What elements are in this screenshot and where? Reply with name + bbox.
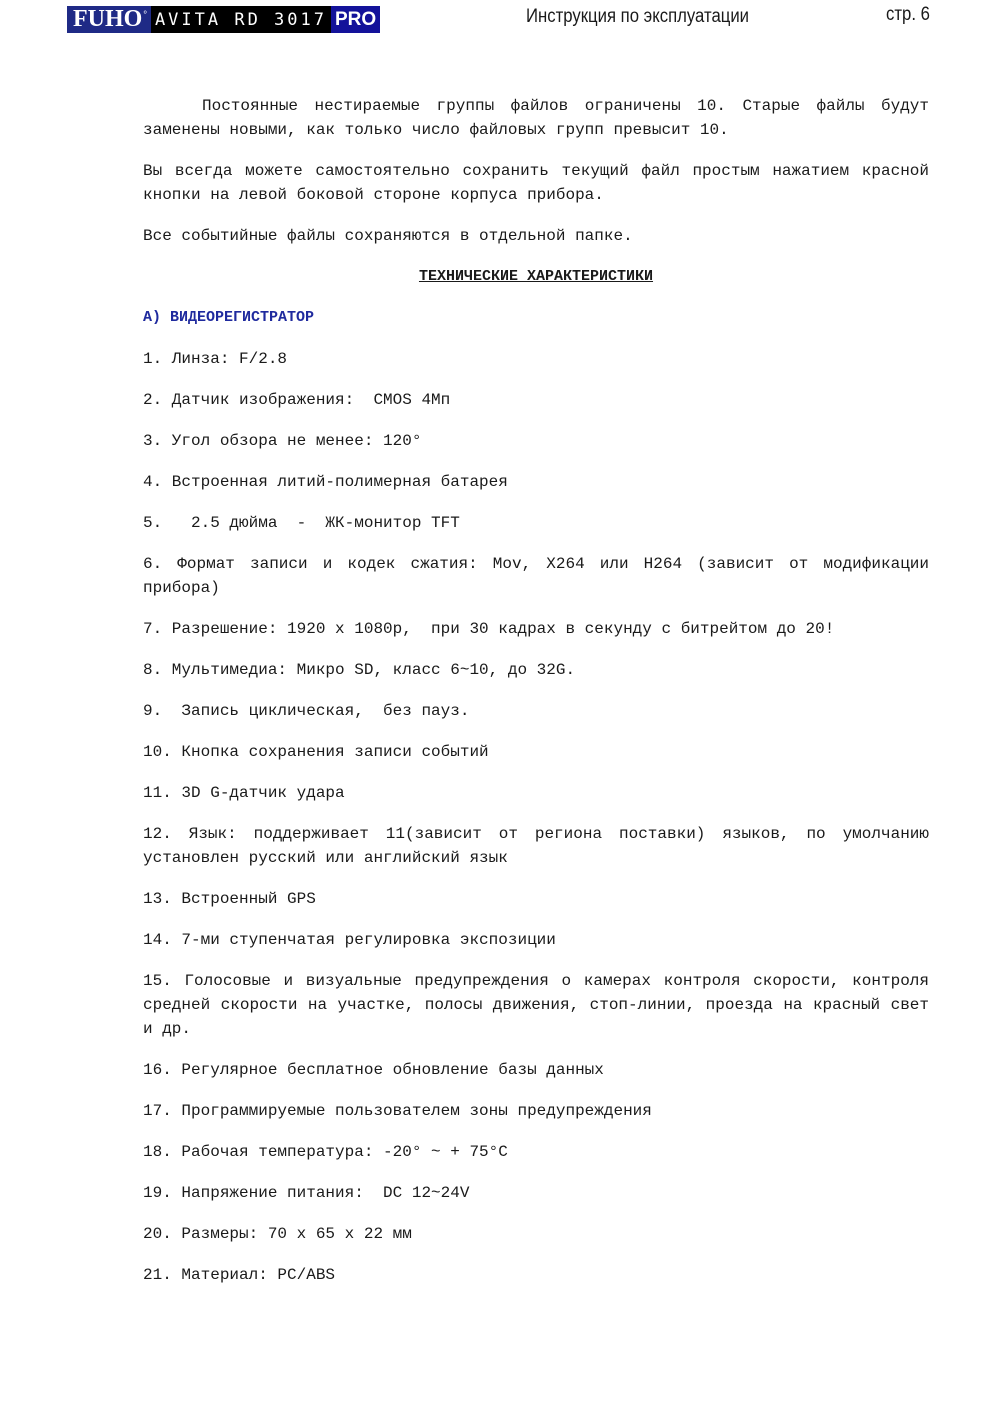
- spec-item: 13. Встроенный GPS: [143, 890, 316, 908]
- intro-paragraph: Постоянные нестираемые группы файлов ограничены 10. Старые файлы будут заменены новыми, как только число файловых групп превысит 10.: [143, 97, 929, 139]
- spec-item: 15. Голосовые и визуальные предупреждения о камерах контроля скорости, контроля средней скорости на участке, полосы движения, стоп-линии, проезда на красный свет и др.: [143, 972, 939, 1038]
- spec-item: 9. Запись циклическая, без пауз.: [143, 702, 470, 720]
- page-header: [0, 0, 1000, 40]
- spec-item: 14. 7-ми ступенчатая регулировка экспозиции: [143, 931, 556, 949]
- spec-item: 10. Кнопка сохранения записи событий: [143, 743, 489, 761]
- spec-item: 6. Формат записи и кодек сжатия: Mov, X264 или H264 (зависит от модификации прибора): [143, 555, 939, 597]
- brand-logo: [67, 6, 380, 33]
- document-body: [143, 94, 939, 1304]
- spec-item: 3. Угол обзора не менее: 120°: [143, 432, 422, 450]
- intro-paragraph: Вы всегда можете самостоятельно сохранить текущий файл простым нажатием красной кнопки на левой боковой стороне корпуса прибора.: [143, 162, 929, 204]
- spec-list: [143, 347, 939, 1287]
- logo-brand-mark: °: [143, 8, 147, 19]
- logo-brand: [67, 6, 151, 33]
- spec-item: 12. Язык: поддерживает 11(зависит от региона поставки) языков, по умолчанию установлен русский или английский язык: [143, 825, 939, 867]
- intro-paragraph: Все событийные файлы сохраняются в отдельной папке.: [143, 227, 633, 245]
- spec-item: 19. Напряжение питания: DC 12~24V: [143, 1184, 470, 1202]
- section-title: ТЕХНИЧЕСКИЕ ХАРАКТЕРИСТИКИ: [418, 268, 654, 285]
- document-title: Инструкция по эксплуатации: [526, 6, 750, 27]
- logo-model: AVITA RD 3017: [151, 6, 331, 33]
- spec-item: 8. Мультимедиа: Микро SD, класс 6~10, до 32G.: [143, 661, 576, 679]
- subsection-title: А) ВИДЕОРЕГИСТРАТОР: [143, 309, 315, 326]
- spec-item: 1. Линза: F/2.8: [143, 350, 288, 368]
- logo-edition: PRO: [331, 6, 380, 33]
- logo-brand-text: FUHO: [73, 6, 143, 32]
- spec-item: 20. Размеры: 70 x 65 x 22 мм: [143, 1225, 412, 1243]
- spec-item: 16. Регулярное бесплатное обновление базы данных: [143, 1061, 604, 1079]
- page-number: стр. 6: [886, 4, 930, 25]
- spec-item: 21. Материал: PC/ABS: [143, 1266, 336, 1284]
- spec-item: 18. Рабочая температура: -20° ~ + 75°C: [143, 1143, 508, 1161]
- spec-item: 17. Программируемые пользователем зоны предупреждения: [143, 1102, 652, 1120]
- spec-item: 4. Встроенная литий-полимерная батарея: [143, 473, 508, 491]
- spec-item: 2. Датчик изображения: CMOS 4Мп: [143, 391, 451, 409]
- spec-item: 5. 2.5 дюйма - ЖК-монитор TFT: [143, 514, 460, 532]
- spec-item: 11. 3D G-датчик удара: [143, 784, 345, 802]
- spec-item: 7. Разрешение: 1920 x 1080р, при 30 кадрах в секунду с битрейтом до 20!: [143, 620, 835, 638]
